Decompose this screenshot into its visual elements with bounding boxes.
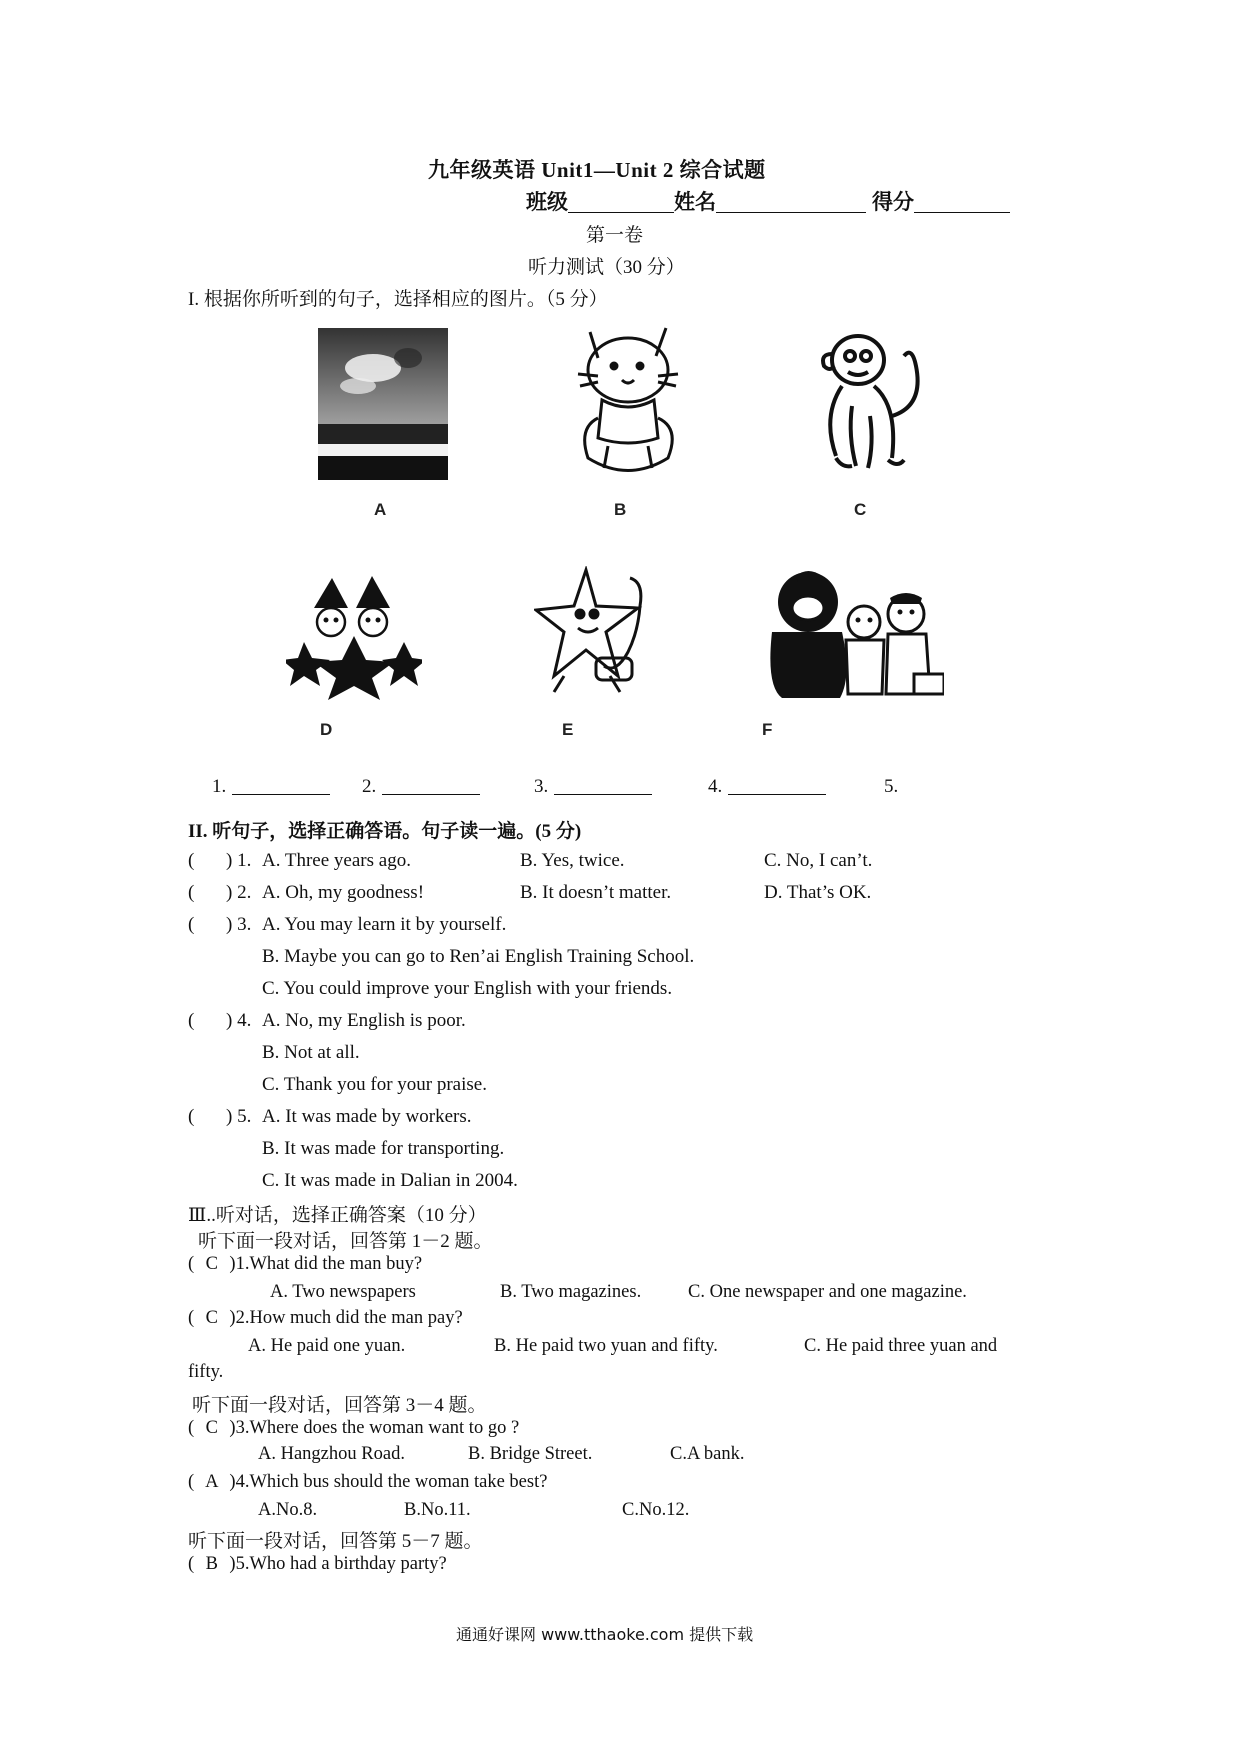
s2-q4-option-c: C. Thank you for your praise.	[262, 1074, 487, 1095]
s2-q1-option-b: B. Yes, twice.	[520, 850, 625, 871]
star-on-phone-icon	[534, 566, 664, 696]
s3-q1-row: ( C )1.What did the man buy?	[188, 1254, 423, 1274]
landscape-photo-icon	[318, 328, 448, 480]
score-blank[interactable]	[914, 192, 1010, 213]
section3-intro-2: 听下面一段对话，回答第 3－4 题。	[192, 1395, 487, 1416]
s2-q5-number: ) 5.	[226, 1106, 252, 1127]
answer-blank-1[interactable]: 1.	[212, 776, 330, 798]
s3-q4-option-c: C.No.12.	[622, 1500, 690, 1520]
s2-q2-answer-slot[interactable]: (	[188, 882, 195, 903]
s2-q1-option-c: C. No, I can’t.	[764, 850, 873, 871]
s3-q3-option-a: A. Hangzhou Road.	[258, 1444, 405, 1464]
answer-blank-3[interactable]: 3.	[534, 776, 652, 798]
s3-q1-option-c: C. One newspaper and one magazine.	[688, 1282, 967, 1302]
s2-q3-option-a: A. You may learn it by yourself.	[262, 914, 507, 935]
s3-q5-question: )5.Who had a birthday party?	[229, 1554, 447, 1574]
s2-q2-option-b: B. It doesn’t matter.	[520, 882, 672, 903]
s3-q3-option-b: B. Bridge Street.	[468, 1444, 593, 1464]
s3-q3-option-c: C.A bank.	[670, 1444, 745, 1464]
s2-q5-answer-slot[interactable]: (	[188, 1106, 195, 1127]
answer-blank-5[interactable]: 5.	[884, 776, 899, 797]
s3-q1-option-a: A. Two newspapers	[270, 1282, 416, 1302]
s2-q5-option-b: B. It was made for transporting.	[262, 1138, 505, 1159]
s3-q4-row: ( A )4.Which bus should the woman take best?	[188, 1472, 548, 1492]
picture-label-b: B	[614, 500, 627, 519]
children-on-star-icon	[286, 572, 422, 700]
section1-heading: I. 根据你所听到的句子，选择相应的图片。（5 分）	[188, 289, 608, 310]
s2-q3-option-c: C. You could improve your English with your friends.	[262, 978, 673, 999]
s2-q3-number: ) 3.	[226, 914, 252, 935]
s3-q2-option-b: B. He paid two yuan and fifty.	[494, 1336, 718, 1356]
s3-q3-row: ( C )3.Where does the woman want to go ?	[188, 1418, 520, 1438]
s2-q4-option-b: B. Not at all.	[262, 1042, 360, 1063]
picture-label-f: F	[762, 720, 773, 739]
class-blank[interactable]	[568, 192, 674, 213]
s3-q2-question: )2.How much did the man pay?	[229, 1308, 463, 1328]
answer-blank-4[interactable]: 4.	[708, 776, 826, 798]
s3-q3-question: )3.Where does the woman want to go ?	[229, 1418, 520, 1438]
s2-q5-option-a: A. It was made by workers.	[262, 1106, 472, 1127]
s2-q1-answer-slot[interactable]: (	[188, 850, 195, 871]
picture-label-e: E	[562, 720, 574, 739]
picture-label-d: D	[320, 720, 333, 739]
s3-q2-option-c-continued: fifty.	[188, 1362, 224, 1382]
s3-q1-question: )1.What did the man buy?	[229, 1254, 423, 1274]
s3-q2-option-a: A. He paid one yuan.	[248, 1336, 406, 1356]
class-label: 班级	[526, 190, 568, 214]
s3-q1-answer[interactable]: C	[205, 1254, 218, 1274]
volume-label: 第一卷	[586, 225, 644, 246]
monkey-icon	[812, 326, 930, 476]
s3-q4-option-a: A.No.8.	[258, 1500, 318, 1520]
picture-label-a: A	[374, 500, 387, 519]
answer-blank-2[interactable]: 2.	[362, 776, 480, 798]
s2-q2-option-a: A. Oh, my goodness!	[262, 882, 425, 903]
s3-q4-option-b: B.No.11.	[404, 1500, 471, 1520]
footer-credit[interactable]: 通通好课网 www.tthaoke.com 提供下载	[456, 1625, 754, 1644]
score-label: 得分	[872, 190, 914, 214]
section3-heading: Ⅲ..听对话，选择正确答案（10 分）	[188, 1205, 487, 1226]
s2-q1-option-a: A. Three years ago.	[262, 850, 411, 871]
s2-q4-option-a: A. No, my English is poor.	[262, 1010, 466, 1031]
s2-q4-number: ) 4.	[226, 1010, 252, 1031]
s3-q4-question: )4.Which bus should the woman take best?	[229, 1472, 548, 1492]
section2-heading: II. 听句子，选择正确答语。句子读一遍。(5 分)	[188, 821, 582, 842]
name-label: 姓名	[674, 190, 716, 214]
s2-q3-option-b: B. Maybe you can go to Ren’ai English Training School.	[262, 946, 695, 967]
picture-label-c: C	[854, 500, 867, 519]
s2-q1-number: ) 1.	[226, 850, 252, 871]
section3-intro-3: 听下面一段对话，回答第 5－7 题。	[188, 1531, 483, 1552]
s2-q2-option-d: D. That’s OK.	[764, 882, 872, 903]
s3-q2-option-c: C. He paid three yuan and	[804, 1336, 998, 1356]
listening-title: 听力测试（30 分）	[528, 257, 685, 278]
s3-q4-answer[interactable]: A	[205, 1472, 219, 1492]
s3-q5-row: ( B )5.Who had a birthday party?	[188, 1554, 447, 1574]
s3-q3-answer[interactable]: C	[205, 1418, 218, 1438]
s3-q2-answer[interactable]: C	[205, 1308, 218, 1328]
s3-q5-answer[interactable]: B	[205, 1554, 218, 1574]
s3-q1-option-b: B. Two magazines.	[500, 1282, 642, 1302]
s2-q5-option-c: C. It was made in Dalian in 2004.	[262, 1170, 518, 1191]
s2-q3-answer-slot[interactable]: (	[188, 914, 195, 935]
s2-q2-number: ) 2.	[226, 882, 252, 903]
section3-intro-1: 听下面一段对话，回答第 1－2 题。	[198, 1231, 493, 1252]
three-people-icon	[766, 566, 944, 704]
s3-q2-row: ( C )2.How much did the man pay?	[188, 1308, 463, 1328]
name-blank[interactable]	[716, 192, 866, 213]
page-title: 九年级英语 Unit1—Unit 2 综合试题	[428, 158, 766, 182]
s2-q4-answer-slot[interactable]: (	[188, 1010, 195, 1031]
student-info-row	[526, 186, 1010, 216]
cat-jump-rope-icon	[568, 318, 688, 480]
